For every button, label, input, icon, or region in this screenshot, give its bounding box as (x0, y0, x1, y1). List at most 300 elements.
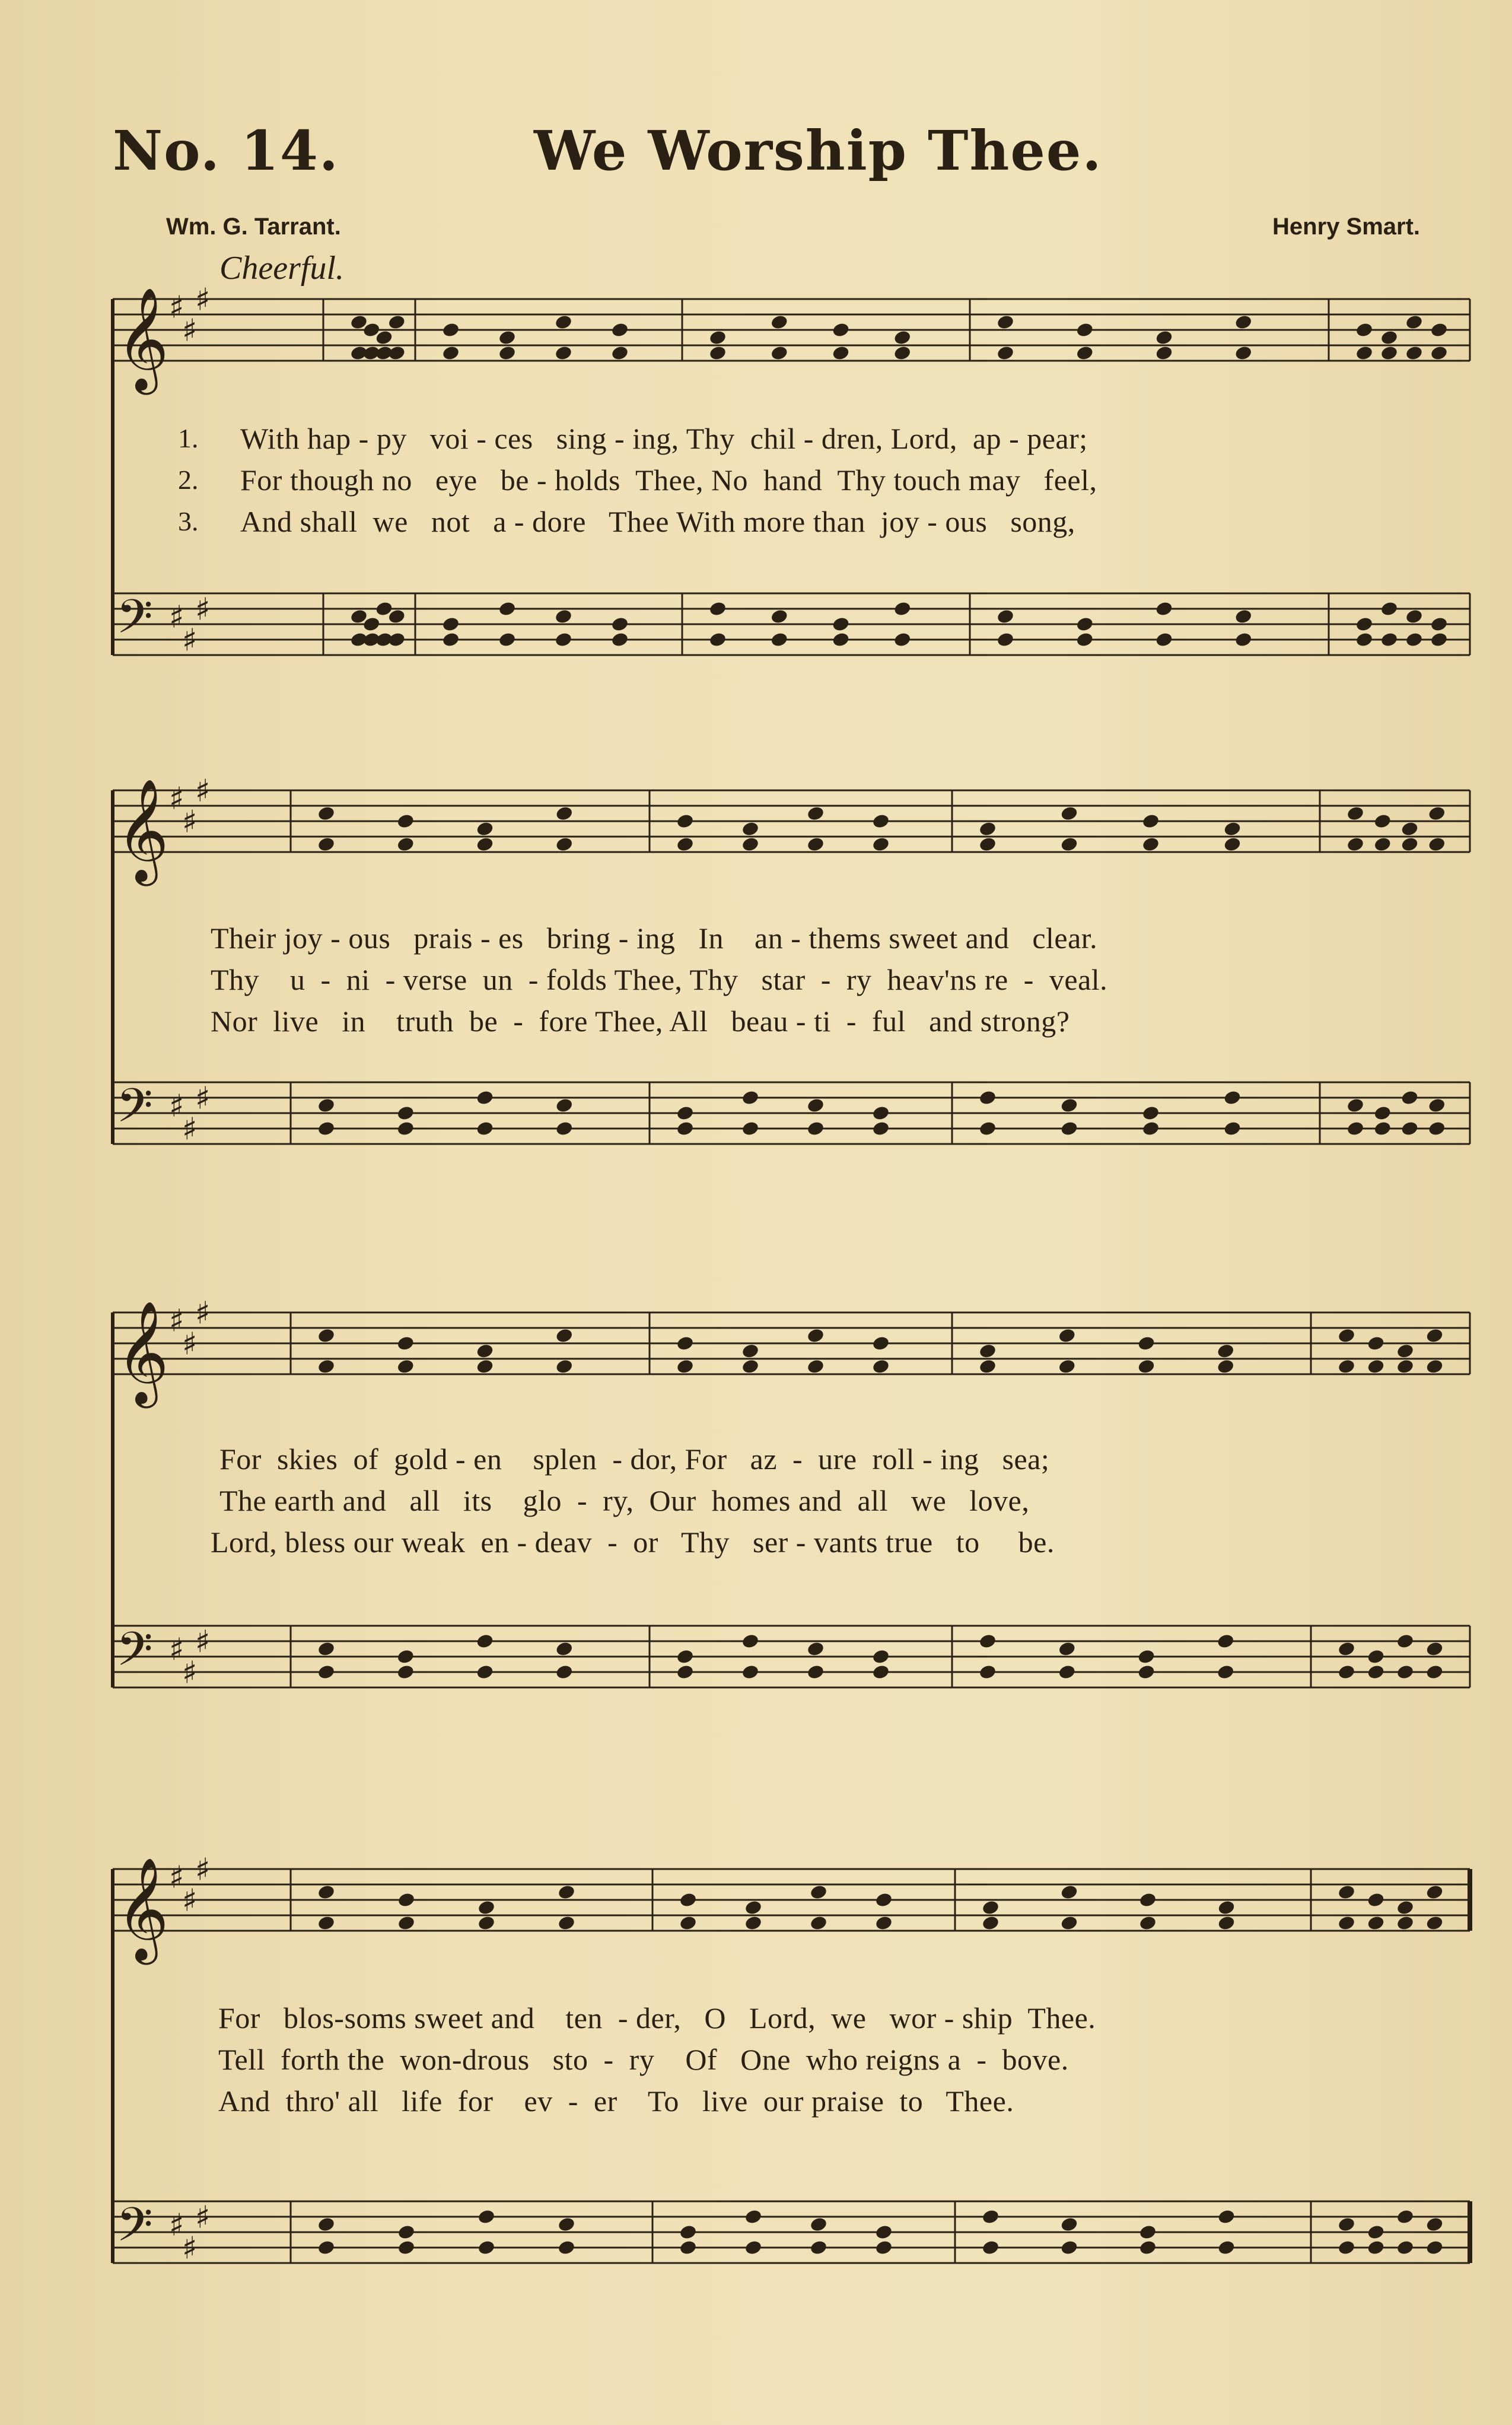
note-head (770, 631, 788, 648)
note-head (441, 322, 460, 338)
sharp-icon: ♯ (195, 1852, 211, 1888)
note-head (871, 1664, 890, 1680)
note-head (1346, 1097, 1364, 1114)
note-head (1430, 631, 1448, 648)
note-head (978, 836, 997, 853)
note-head (806, 1327, 825, 1344)
note-head (1337, 1327, 1355, 1344)
note-head (555, 1327, 574, 1344)
note-head (1141, 1120, 1160, 1137)
note-head (441, 616, 460, 633)
note-head (806, 836, 825, 853)
note-head (1400, 821, 1419, 837)
note-head (1217, 1664, 1235, 1680)
note-head (1223, 1120, 1242, 1137)
note-head (874, 2224, 893, 2240)
sharp-icon: ♯ (182, 1111, 198, 1148)
note-head (978, 821, 997, 837)
note-head (770, 314, 788, 330)
note-head (978, 1664, 997, 1680)
note-head (1405, 608, 1423, 625)
note-head (1425, 2239, 1444, 2256)
note-head (708, 345, 727, 361)
sharp-icon: ♯ (169, 290, 184, 326)
hymn-number: No. 14. (113, 119, 339, 183)
note-head (1396, 1358, 1414, 1375)
note-head (317, 1915, 335, 1931)
note-head (396, 836, 415, 853)
note-head (1373, 813, 1392, 829)
lyric-line: For though no eye be - holds Thee, No hand Thy touch may feel, (240, 463, 1097, 497)
sharp-icon: ♯ (195, 773, 211, 809)
note-head (1380, 600, 1398, 617)
note-head (1337, 1884, 1355, 1900)
note-head (1425, 1358, 1444, 1375)
note-head (610, 616, 629, 633)
note-head (744, 2239, 762, 2256)
note-head (741, 1633, 759, 1649)
note-head (476, 1120, 494, 1137)
note-head (1396, 1664, 1414, 1680)
note-head (476, 821, 494, 837)
note-head (555, 805, 574, 822)
lyric-line: Lord, bless our weak en - deav - or Thy ser - vants true to be. (211, 1525, 1055, 1559)
note-head (317, 1120, 335, 1137)
note-head (1337, 1664, 1355, 1680)
lyric-line: With hap - py voi - ces sing - ing, Thy chil - dren, Lord, ap - pear; (240, 422, 1088, 455)
note-head (1217, 1633, 1235, 1649)
note-head (1138, 2224, 1157, 2240)
note-head (554, 631, 572, 648)
note-head (1060, 1915, 1078, 1931)
note-head (555, 1664, 574, 1680)
sharp-icon: ♯ (182, 1655, 198, 1691)
lyric-line: For blos-soms sweet and ten - der, O Lord, we wor - ship Thee. (218, 2001, 1096, 2035)
note-head (1223, 821, 1242, 837)
note-head (893, 345, 912, 361)
note-head (396, 1648, 415, 1665)
note-head (1060, 2216, 1078, 2233)
bass-clef-icon: 𝄢 (116, 1622, 153, 1688)
note-head (1355, 631, 1373, 648)
note-head (555, 1097, 574, 1114)
note-head (981, 1899, 999, 1916)
bass-clef-icon: 𝄢 (116, 589, 153, 656)
sharp-icon: ♯ (182, 804, 198, 840)
note-head (893, 329, 912, 346)
sharp-icon: ♯ (169, 2207, 184, 2243)
note-head (1425, 1641, 1444, 1657)
note-head (806, 1097, 825, 1114)
note-head (1428, 836, 1446, 853)
note-head (554, 608, 572, 625)
note-head (1137, 1358, 1156, 1375)
note-head (1217, 2208, 1236, 2225)
note-head (996, 345, 1014, 361)
note-head (317, 1641, 335, 1657)
lyric-line: The earth and all its glo - ry, Our homes and all we love, (219, 1484, 1030, 1517)
note-head (1425, 1884, 1444, 1900)
treble-clef-icon: 𝄞 (116, 1301, 169, 1404)
note-head (554, 314, 572, 330)
note-head (978, 1633, 997, 1649)
note-head (1058, 1327, 1076, 1344)
music-credit: Henry Smart. (1272, 214, 1420, 240)
note-head (893, 631, 912, 648)
note-head (741, 1343, 759, 1359)
note-head (1075, 616, 1094, 633)
sharp-icon: ♯ (195, 2200, 211, 2236)
note-head (1137, 1335, 1156, 1352)
note-head (809, 1884, 827, 1900)
sharp-icon: ♯ (182, 313, 198, 349)
note-head (1380, 631, 1398, 648)
note-head (397, 1892, 415, 1908)
note-head (554, 345, 572, 361)
note-head (832, 631, 850, 648)
note-head (441, 631, 460, 648)
note-head (978, 1089, 997, 1106)
note-head (1373, 1120, 1392, 1137)
note-head (1058, 1641, 1076, 1657)
note-head (741, 836, 759, 853)
note-head (708, 600, 727, 617)
note-head (741, 821, 759, 837)
note-head (1425, 1664, 1444, 1680)
note-head (610, 322, 629, 338)
note-head (1430, 616, 1448, 633)
sharp-icon: ♯ (169, 1860, 184, 1896)
sharp-icon: ♯ (169, 1303, 184, 1339)
lyric-line: And thro' all life for ev - er To live our praise to Thee. (218, 2084, 1014, 2118)
note-head (676, 1664, 694, 1680)
note-head (1060, 1884, 1078, 1900)
note-head (397, 2224, 415, 2240)
note-head (871, 1358, 890, 1375)
note-head (397, 1915, 415, 1931)
note-head (387, 631, 406, 648)
note-head (317, 2216, 335, 2233)
note-head (1217, 1899, 1236, 1916)
note-head (809, 2239, 827, 2256)
sharp-icon: ♯ (195, 1080, 211, 1117)
note-head (476, 1089, 494, 1106)
note-head (498, 329, 516, 346)
note-head (1234, 631, 1253, 648)
note-head (1396, 2208, 1414, 2225)
note-head (871, 1120, 890, 1137)
note-head (498, 631, 516, 648)
note-head (981, 1915, 999, 1931)
treble-clef-icon: 𝄞 (116, 1857, 169, 1960)
note-head (477, 1899, 495, 1916)
note-head (555, 1641, 574, 1657)
note-head (1405, 314, 1423, 330)
note-head (809, 1915, 827, 1931)
verse-number: 3. (178, 506, 199, 536)
note-head (476, 1343, 494, 1359)
note-head (996, 631, 1014, 648)
note-head (996, 314, 1014, 330)
note-head (806, 1358, 825, 1375)
note-head (1223, 1089, 1242, 1106)
note-head (1367, 1335, 1385, 1352)
note-head (1367, 1648, 1385, 1665)
note-head (871, 813, 890, 829)
note-head (708, 329, 727, 346)
note-head (1234, 608, 1253, 625)
note-head (770, 345, 788, 361)
note-head (1367, 1892, 1385, 1908)
note-head (610, 345, 629, 361)
note-head (1400, 1089, 1419, 1106)
note-head (1060, 1097, 1078, 1114)
note-head (676, 813, 694, 829)
note-head (1060, 2239, 1078, 2256)
note-head (893, 600, 912, 617)
note-head (498, 345, 516, 361)
note-head (387, 314, 406, 330)
note-head (676, 1358, 694, 1375)
note-head (1234, 345, 1253, 361)
note-head (1425, 1327, 1444, 1344)
note-head (744, 1899, 762, 1916)
note-head (1141, 813, 1160, 829)
note-head (1141, 836, 1160, 853)
note-head (744, 1915, 762, 1931)
note-head (806, 1120, 825, 1137)
note-head (832, 616, 850, 633)
note-head (1367, 1664, 1385, 1680)
lyric-line: For skies of gold - en splen - dor, For az - ure roll - ing sea; (219, 1442, 1050, 1476)
note-head (679, 1915, 697, 1931)
note-head (1430, 322, 1448, 338)
note-head (806, 805, 825, 822)
note-head (1346, 836, 1364, 853)
note-head (806, 1641, 825, 1657)
note-head (1060, 1120, 1078, 1137)
hymn-title: We Worship Thee. (534, 119, 1103, 183)
sharp-icon: ♯ (169, 599, 184, 635)
note-head (1075, 345, 1094, 361)
note-head (477, 1915, 495, 1931)
note-head (396, 1358, 415, 1375)
note-head (1373, 836, 1392, 853)
note-head (1155, 600, 1173, 617)
note-head (741, 1358, 759, 1375)
note-head (396, 1664, 415, 1680)
note-head (871, 1335, 890, 1352)
note-head (476, 1633, 494, 1649)
note-head (679, 2224, 697, 2240)
note-head (317, 1884, 335, 1900)
note-head (1405, 345, 1423, 361)
note-head (1355, 616, 1373, 633)
sharp-icon: ♯ (195, 1624, 211, 1660)
note-head (978, 1120, 997, 1137)
sharp-icon: ♯ (182, 622, 198, 659)
note-head (1425, 1915, 1444, 1931)
note-head (679, 1892, 697, 1908)
sharp-icon: ♯ (182, 1883, 198, 1919)
note-head (1367, 1915, 1385, 1931)
words-credit: Wm. G. Tarrant. (166, 214, 341, 240)
note-head (477, 2239, 495, 2256)
note-head (387, 345, 406, 361)
note-head (1234, 314, 1253, 330)
note-head (1155, 345, 1173, 361)
note-head (476, 836, 494, 853)
note-head (396, 813, 415, 829)
note-head (1155, 631, 1173, 648)
note-head (1058, 1358, 1076, 1375)
treble-clef-icon: 𝄞 (116, 778, 169, 882)
note-head (1428, 1097, 1446, 1114)
note-head (874, 1892, 893, 1908)
sharp-icon: ♯ (182, 2230, 198, 2267)
note-head (1155, 329, 1173, 346)
note-head (1217, 1343, 1235, 1359)
note-head (1405, 631, 1423, 648)
note-head (555, 836, 574, 853)
note-head (741, 1120, 759, 1137)
note-head (806, 1664, 825, 1680)
note-head (1355, 345, 1373, 361)
note-head (396, 1335, 415, 1352)
note-head (396, 1120, 415, 1137)
note-head (676, 1105, 694, 1121)
note-head (741, 1664, 759, 1680)
note-head (809, 2216, 827, 2233)
note-head (477, 2208, 495, 2225)
note-head (741, 1089, 759, 1106)
tempo-marking: Cheerful. (219, 250, 344, 287)
note-head (1337, 2216, 1355, 2233)
note-head (1380, 329, 1398, 346)
note-head (1075, 631, 1094, 648)
note-head (557, 2239, 575, 2256)
sharp-icon: ♯ (169, 1088, 184, 1124)
note-head (476, 1358, 494, 1375)
note-head (871, 1648, 890, 1665)
note-head (1367, 2224, 1385, 2240)
note-head (1075, 322, 1094, 338)
note-head (317, 836, 335, 853)
note-head (317, 2239, 335, 2256)
treble-clef-icon: 𝄞 (116, 287, 169, 390)
note-head (676, 1648, 694, 1665)
note-head (874, 1915, 893, 1931)
verse-number: 2. (178, 465, 199, 495)
lyric-line: Their joy - ous prais - es bring - ing In an - thems sweet and clear. (211, 921, 1098, 955)
note-head (744, 2208, 762, 2225)
note-head (981, 2208, 999, 2225)
note-head (1060, 836, 1078, 853)
note-head (1367, 1358, 1385, 1375)
note-head (1217, 1915, 1236, 1931)
note-head (832, 322, 850, 338)
note-head (676, 836, 694, 853)
note-head (1337, 2239, 1355, 2256)
note-head (476, 1664, 494, 1680)
lyric-line: Tell forth the won-drous sto - ry Of One who reigns a - bove. (218, 2043, 1069, 2076)
note-head (1223, 836, 1242, 853)
verse-number: 1. (178, 423, 199, 453)
note-head (1428, 805, 1446, 822)
note-head (610, 631, 629, 648)
note-head (1400, 836, 1419, 853)
note-head (1396, 2239, 1414, 2256)
note-head (396, 1105, 415, 1121)
note-head (1355, 322, 1373, 338)
sharp-icon: ♯ (182, 1326, 198, 1362)
note-head (874, 2239, 893, 2256)
note-head (1137, 1648, 1156, 1665)
sharp-icon: ♯ (195, 282, 211, 318)
note-head (676, 1335, 694, 1352)
note-head (1058, 1664, 1076, 1680)
note-head (1060, 805, 1078, 822)
lyric-line: Nor live in truth be - fore Thee, All beau - ti - ful and strong? (211, 1005, 1070, 1038)
note-head (557, 1915, 575, 1931)
note-head (1137, 1664, 1156, 1680)
note-head (978, 1358, 997, 1375)
note-head (555, 1358, 574, 1375)
note-head (317, 805, 335, 822)
note-head (317, 1664, 335, 1680)
note-head (708, 631, 727, 648)
note-head (441, 345, 460, 361)
sharp-icon: ♯ (195, 592, 211, 628)
note-head (555, 1120, 574, 1137)
note-head (676, 1120, 694, 1137)
note-head (1337, 1358, 1355, 1375)
note-head (1373, 1105, 1392, 1121)
bass-clef-icon: 𝄢 (116, 2197, 153, 2264)
note-head (1396, 1899, 1414, 1916)
note-head (832, 345, 850, 361)
note-head (1430, 345, 1448, 361)
sharp-icon: ♯ (169, 781, 184, 817)
note-head (317, 1358, 335, 1375)
note-head (1138, 2239, 1157, 2256)
note-head (317, 1327, 335, 1344)
note-head (871, 1105, 890, 1121)
note-head (1425, 2216, 1444, 2233)
note-head (1400, 1120, 1419, 1137)
note-head (498, 600, 516, 617)
note-head (1396, 1633, 1414, 1649)
lyric-line: Thy u - ni - verse un - folds Thee, Thy star - ry heav'ns re - veal. (211, 963, 1108, 996)
note-head (871, 836, 890, 853)
sharp-icon: ♯ (169, 1632, 184, 1668)
note-head (397, 2239, 415, 2256)
note-head (1380, 345, 1398, 361)
note-head (1346, 1120, 1364, 1137)
note-head (1141, 1105, 1160, 1121)
note-head (981, 2239, 999, 2256)
note-head (557, 2216, 575, 2233)
note-head (1396, 1343, 1414, 1359)
note-head (1428, 1120, 1446, 1137)
note-head (996, 608, 1014, 625)
sharp-icon: ♯ (195, 1295, 211, 1331)
note-head (557, 1884, 575, 1900)
note-head (1346, 805, 1364, 822)
lyric-line: And shall we not a - dore Thee With more than joy - ous song, (240, 505, 1075, 538)
note-head (1217, 1358, 1235, 1375)
note-head (1396, 1915, 1414, 1931)
